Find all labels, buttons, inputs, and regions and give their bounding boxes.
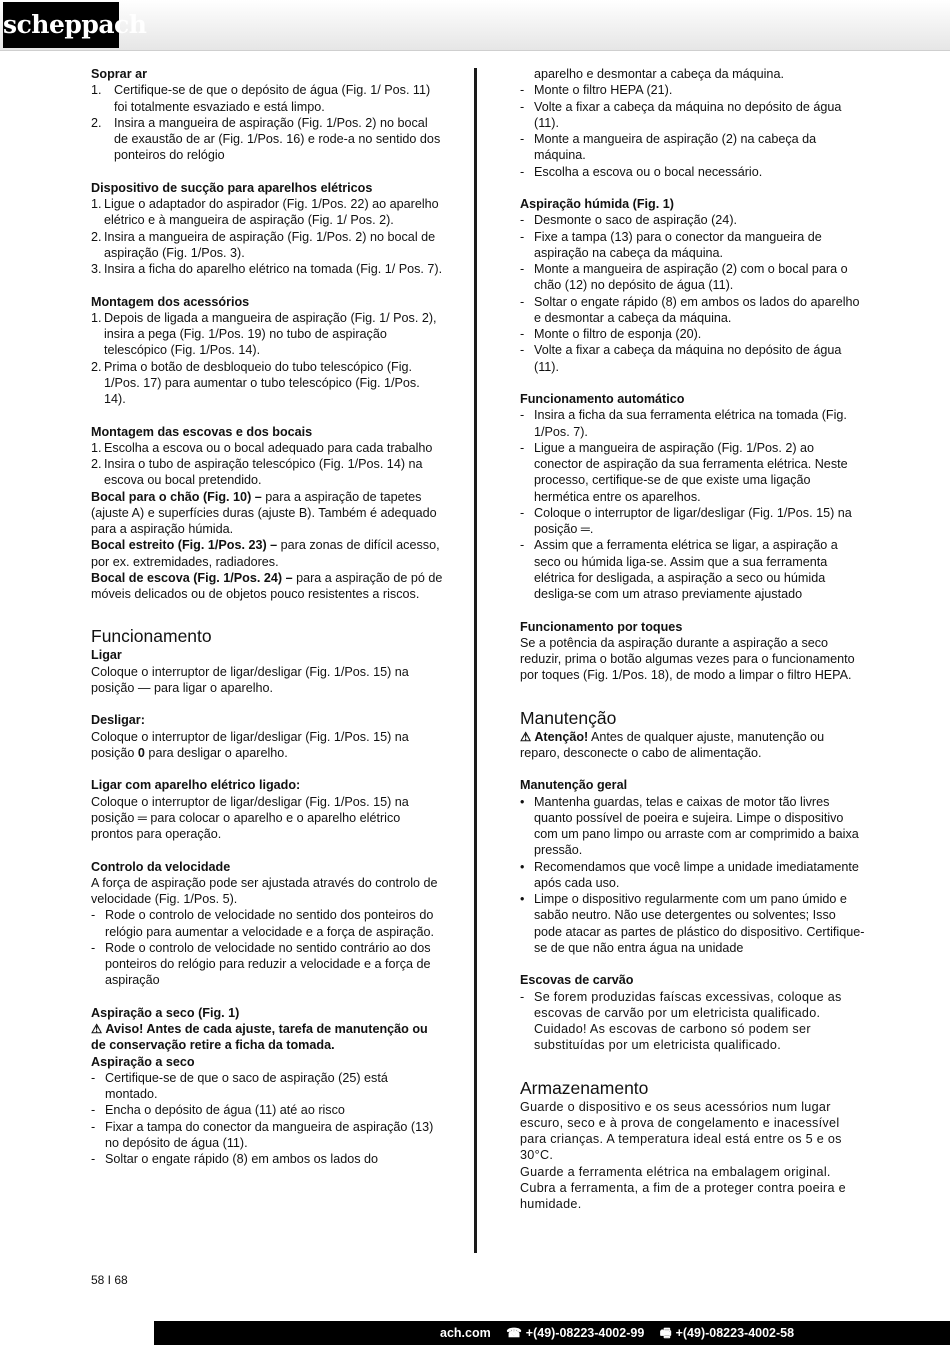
section-heading: Ligar xyxy=(91,648,122,663)
fax-icon: 🖷 xyxy=(659,1326,672,1340)
section-heading: Aspiração a seco (Fig. 1) xyxy=(91,1005,240,1020)
list-item: 2. Insira a mangueira de aspiração (Fig. 1/Pos. 2) no bocal de aspiração (Fig. 1/Pos. 3). xyxy=(91,229,436,260)
list-item: 1. Certifique-se de que o depósito de água (Fig. 1/ Pos. 11) foi totalmente esvaziado e está limpo. xyxy=(91,83,431,114)
list-item: 2. Insira a mangueira de aspiração (Fig. 1/Pos. 2) no bocal de exaustão de ar (Fig. 1/Pos. 16) e rode-a no sentido dos ponteiros do relógio xyxy=(91,115,441,163)
list-item: 1. Depois de ligada a mangueira de aspiração (Fig. 1/ Pos. 2), insira a pega (Fig. 1/Pos. 19) no tubo de aspiração telescópico (Fig. 1/Pos. 14). xyxy=(91,310,437,358)
chapter-heading: Armazenamento xyxy=(520,1077,649,1098)
list-item: 2. Prima o botão de desbloqueio do tubo telescópico (Fig. 1/Pos. 17) para aumentar o tubo telescópico (Fig. 1/Pos. 14). xyxy=(91,359,420,406)
list-item: - Volte a fixar a cabeça da máquina no depósito de água (11). xyxy=(520,343,842,374)
section-heading: Ligar com aparelho elétrico ligado: xyxy=(91,778,301,793)
list-item: - Coloque o interruptor de ligar/desligar (Fig. 1/Pos. 15) na posição ═. xyxy=(520,505,852,536)
list-item: - Rode o controlo de velocidade no sentido contrário ao dos ponteiros do relógio para reduzir a velocidade e a força de aspiração xyxy=(91,940,431,988)
paragraph: Coloque o interruptor de ligar/desligar (Fig. 1/Pos. 15) na posição — para ligar o aparelho. xyxy=(91,664,409,695)
brand-logo: scheppach xyxy=(3,2,119,48)
list-item: - Certifique-se de que o saco de aspiração (25) está montado. xyxy=(91,1070,388,1101)
section-heading: Montagem dos acessórios xyxy=(91,294,250,309)
list-item: • Limpe o dispositivo regularmente com um pano úmido e sabão neutro. Não use detergentes ou solventes; Isso pode atacar as partes de plástico do dispositivo. Certifique-se de que não entra água na unidade xyxy=(520,892,865,955)
phone-number: +(49)-08223-4002-99 xyxy=(525,1326,645,1340)
warning-text: ⚠ Aviso! Antes de cada ajuste, tarefa de manutenção ou de conservação retire a ficha da tomada. xyxy=(91,1022,428,1053)
chapter-heading: Funcionamento xyxy=(91,626,212,647)
page-number: 58 I 68 xyxy=(91,1273,128,1287)
column-divider xyxy=(474,68,477,1253)
list-item: - Rode o controlo de velocidade no sentido dos ponteiros do relógio para aumentar a velocidade e a força de aspiração. xyxy=(91,908,435,939)
paragraph: Se a potência da aspiração durante a aspiração a seco reduzir, prima o botão algumas vezes para o funcionamento por toques (Fig. 1/Pos. 18), de modo a limpar o filtro HEPA. xyxy=(520,635,855,683)
section-heading: Aspiração a seco xyxy=(91,1054,195,1069)
list-item: aparelho e desmontar a cabeça da máquina. xyxy=(534,67,784,81)
list-item: - Monte o filtro HEPA (21). xyxy=(520,83,673,98)
section-heading: Montagem das escovas e dos bocais xyxy=(91,424,313,439)
warning-text: ⚠ Atenção! Antes de qualquer ajuste, manutenção ou reparo, desconecte o cabo de alimentação. xyxy=(520,729,825,760)
list-item: - Desmonte o saco de aspiração (24). xyxy=(520,213,738,228)
left-column xyxy=(91,66,443,1167)
list-item: - Ligue a mangueira de aspiração (Fig. 1/Pos. 2) ao conector de aspiração da sua ferramenta elétrica. Neste processo, certifique-se de que existe uma ligação hermética entre os aparelhos. xyxy=(520,440,848,504)
paragraph: Bocal para o chão (Fig. 10) – para a aspiração de tapetes (ajuste A) e superfícies duras (ajuste B). Também é adequado para a aspiração húmida. xyxy=(91,489,437,536)
paragraph: A força de aspiração pode ser ajustada através do controlo de velocidade (Fig. 1/Pos. 5). xyxy=(91,875,438,906)
list-item: - Fixar a tampa do conector da mangueira de aspiração (13) no depósito de água (11). xyxy=(91,1119,434,1150)
list-item: 3. Insira a ficha do aparelho elétrico na tomada (Fig. 1/ Pos. 7). xyxy=(91,262,443,276)
section-heading: Manutenção geral xyxy=(520,778,628,793)
website-text: ach.com xyxy=(440,1326,491,1340)
contact-info xyxy=(440,1324,794,1345)
list-item: - Soltar o engate rápido (8) em ambos os lados do aparelho e desmontar a cabeça da máquina. xyxy=(520,294,860,325)
list-item: • Mantenha guardas, telas e caixas de motor tão livres quanto possível de poeira e sujeira. Limpe o dispositivo com um pano limpo ou arraste com ar comprimido a baixa pressão. xyxy=(520,794,859,858)
list-item: - Insira a ficha da sua ferramenta elétrica na tomada (Fig. 1/Pos. 7). xyxy=(520,408,847,439)
list-item: - Escolha a escova ou o bocal necessário. xyxy=(520,164,763,179)
paragraph: Coloque o interruptor de ligar/desligar (Fig. 1/Pos. 15) na posição ═ para colocar o aparelho e o aparelho elétrico prontos para operação. xyxy=(91,794,409,841)
list-item: - Soltar o engate rápido (8) em ambos os lados do xyxy=(91,1152,379,1166)
list-item: - Monte a mangueira de aspiração (2) na cabeça da máquina. xyxy=(520,132,817,163)
fax-number: +(49)-08223-4002-58 xyxy=(675,1326,795,1340)
section-heading: Aspiração húmida (Fig. 1) xyxy=(520,197,674,211)
paragraph: Coloque o interruptor de ligar/desligar (Fig. 1/Pos. 15) na posição 0 para desligar o aparelho. xyxy=(91,729,409,760)
list-item: 2. Insira o tubo de aspiração telescópico (Fig. 1/Pos. 14) na escova ou bocal pretendido. xyxy=(91,457,423,488)
list-item: 1. Ligue o adaptador do aspirador (Fig. 1/Pos. 22) ao aparelho elétrico e à mangueira de aspiração (Fig. 1/ Pos. 2). xyxy=(91,197,439,228)
section-heading: Desligar: xyxy=(91,713,145,728)
right-column xyxy=(520,66,865,1212)
section-heading: Funcionamento por toques xyxy=(520,619,683,634)
list-item: 1. Escolha a escova ou o bocal adequado para cada trabalho xyxy=(91,440,433,455)
paragraph: Guarde o dispositivo e os seus acessórios num lugar escuro, seco e à prova de congelamento e inacessível para crianças. A temperatura ideal está entre os 5 e os 30°C. xyxy=(520,1099,842,1163)
section-heading: Controlo da velocidade xyxy=(91,859,231,874)
list-item: - Monte o filtro de esponja (20). xyxy=(520,327,702,341)
section-heading: Escovas de carvão xyxy=(520,973,634,988)
warning-icon: ⚠ xyxy=(520,729,532,744)
list-item: - Monte a mangueira de aspiração (2) com o bocal para o chão (12) no depósito de água (11). xyxy=(520,262,848,293)
footer-bar xyxy=(0,1321,950,1345)
list-item: - Assim que a ferramenta elétrica se ligar, a aspiração a seco ou húmida liga-se. Assim que a sua ferramenta elétrica for desligada, a aspiração a seco ou húmida desliga-se com um atraso previamente ajustado xyxy=(520,538,838,601)
paragraph: Bocal estreito (Fig. 1/Pos. 23) – para zonas de difícil acesso, por ex. extremidades, radiadores. xyxy=(91,538,440,569)
list-item: - Fixe a tampa (13) para o conector da mangueira de aspiração na cabeça da máquina. xyxy=(520,229,822,260)
paragraph: Guarde a ferramenta elétrica na embalagem original. Cubra a ferramenta, a fim de a proteger contra poeira e humidade. xyxy=(520,1164,846,1211)
warning-icon: ⚠ xyxy=(91,1022,103,1036)
section-heading: Funcionamento automático xyxy=(520,392,685,406)
phone-icon: ☎ xyxy=(506,1326,522,1340)
list-item: • Recomendamos que você limpe a unidade imediatamente após cada uso. xyxy=(520,859,859,890)
section-heading: Soprar ar xyxy=(91,67,147,81)
list-item: - Volte a fixar a cabeça da máquina no depósito de água (11). xyxy=(520,99,842,130)
list-item: - Encha o depósito de água (11) até ao risco xyxy=(91,1103,345,1118)
section-heading: Dispositivo de sucção para aparelhos elétricos xyxy=(91,180,373,195)
list-item: - Se forem produzidas faíscas excessivas, coloque as escovas de carvão por um eletricista qualificado. Cuidado! As escovas de carbono só podem ser substituídas por um eletricista qualificado. xyxy=(520,989,842,1053)
chapter-heading: Manutenção xyxy=(520,707,617,728)
header-bar xyxy=(0,0,950,51)
paragraph: Bocal de escova (Fig. 1/Pos. 24) – para a aspiração de pó de móveis delicados ou de objetos pouco resistentes a riscos. xyxy=(91,570,443,601)
